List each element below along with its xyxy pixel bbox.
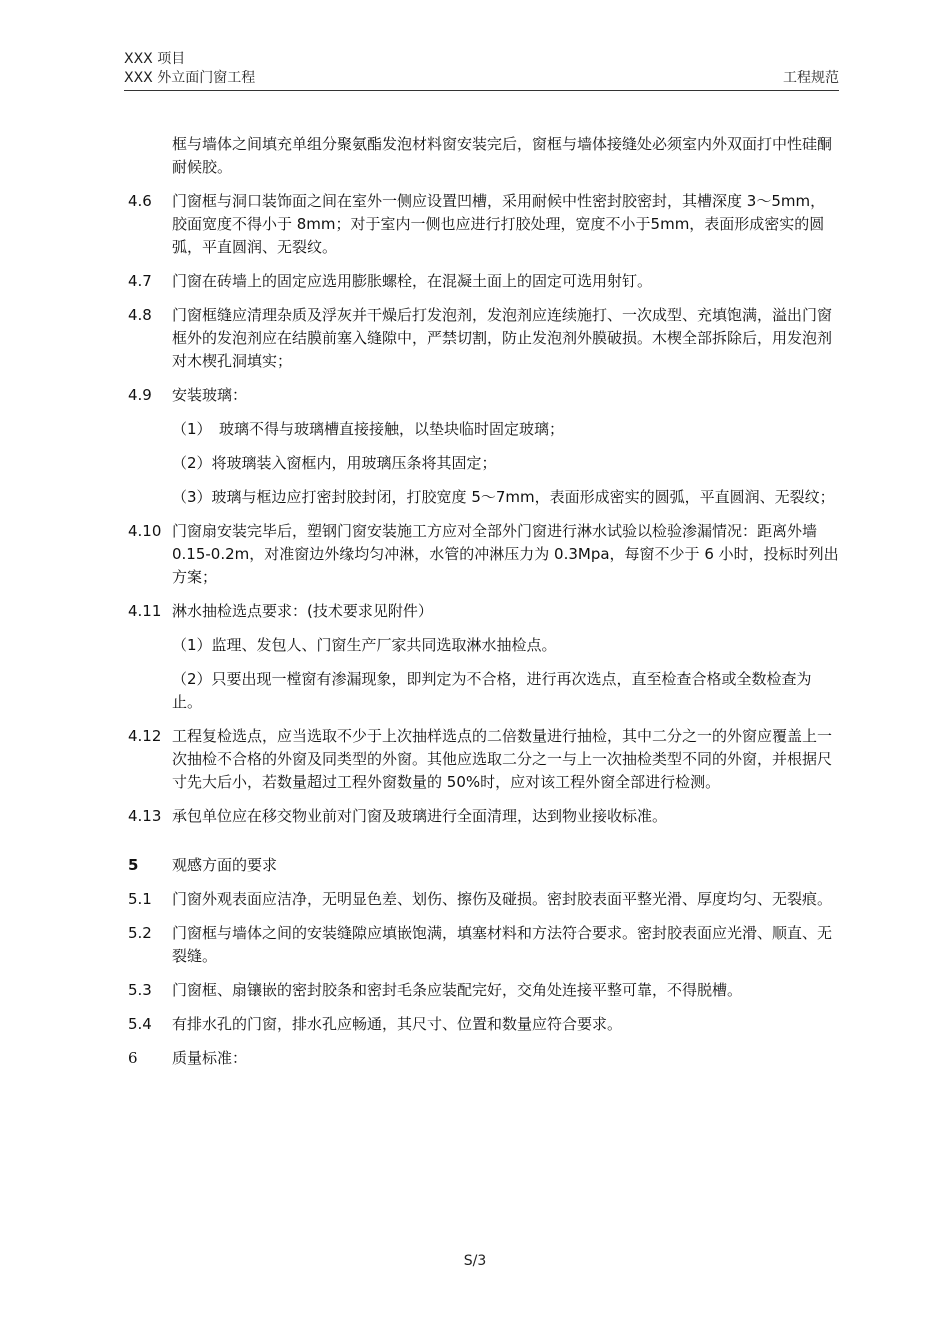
clause-5-2: [128, 922, 840, 968]
list-item: （3）玻璃与框边应打密封胶封闭，打胶宽度 5～7mm，表面形成密实的圆弧，平直圆润、无裂纹；: [172, 488, 835, 506]
clause-number: 4.10: [128, 522, 162, 540]
clause-4-13: [128, 805, 840, 828]
clause-text: 门窗框与墙体之间的安装缝隙应填嵌饱满，填塞材料和方法符合要求。密封胶表面应光滑、顺直、无裂缝。: [172, 924, 833, 965]
document-body: [128, 133, 840, 1081]
header-divider: [124, 90, 839, 91]
clause-text: 淋水抽检选点要求：(技术要求见附件）: [172, 602, 433, 620]
clause-4-11: [128, 600, 840, 623]
clause-5-3: [128, 979, 840, 1002]
header-project: [124, 49, 839, 69]
clause-text: 门窗框、扇镶嵌的密封胶条和密封毛条应装配完好，交角处连接平整可靠，不得脱槽。: [172, 981, 743, 999]
clause-text: 工程复检选点，应当选取不少于上次抽样选点的二倍数量进行抽检，其中二分之一的外窗应覆盖上一次抽检不合格的外窗及同类型的外窗。其他应选取二分之一与上一次抽检类型不同的外窗，并根据尺寸先大后小，若数量超过工程外窗数量的 50%时，应对该工程外窗全部进行检测。: [172, 727, 833, 791]
clause-number: 4.13: [128, 807, 162, 825]
list-item: （2）只要出现一樘窗有渗漏现象，即判定为不合格，进行再次选点，直至检查合格或全数检查为止。: [172, 670, 812, 711]
clause-text: 有排水孔的门窗，排水孔应畅通，其尺寸、位置和数量应符合要求。: [172, 1015, 623, 1033]
section-title: 观感方面的要求: [172, 856, 278, 874]
page-number: S/3: [463, 1253, 487, 1269]
project-subtitle: XXX 外立面门窗工程: [124, 70, 256, 86]
clause-4-12: [128, 725, 840, 794]
clause-text: 门窗扇安装完毕后，塑钢门窗安装施工方应对全部外门窗进行淋水试验以检验渗漏情况：距离外墙 0.15-0.2m，对准窗边外缘均匀冲淋，水管的冲淋压力为 0.3Mpa，每窗不少于 6 小时，投标时列出方案；: [172, 522, 839, 586]
clause-4-8: [128, 304, 840, 373]
clause-5-1: [128, 888, 840, 911]
clause-text: 门窗外观表面应洁净，无明显色差、划伤、擦伤及碰损。密封胶表面平整光滑、厚度均匀、无裂痕。: [172, 890, 833, 908]
section-title: 质量标准：: [172, 1049, 248, 1067]
list-item: （1） 玻璃不得与玻璃槽直接接触，以垫块临时固定玻璃；: [172, 420, 565, 438]
project-name: XXX 项目: [124, 51, 186, 67]
clause-text: 门窗框与洞口装饰面之间在室外一侧应设置凹槽，采用耐候中性密封胶密封，其槽深度 3～5mm，胶面宽度不得小于 8mm；对于室内一侧也应进行打胶处理，宽度不小于5mm，表面形成密实的圆弧，平直圆润、无裂纹。: [172, 192, 826, 256]
clause-number: 4.8: [128, 306, 152, 324]
clause-number: 4.7: [128, 272, 152, 290]
clause-number: 5.3: [128, 981, 152, 999]
clause-text: 安装玻璃：: [172, 386, 248, 404]
continued-paragraph: 框与墙体之间填充单组分聚氨酯发泡材料窗安装完后，窗框与墙体接缝处必须室内外双面打中性硅酮耐候胶。: [172, 135, 833, 176]
clause-number: 4.9: [128, 386, 152, 404]
clause-4-7: [128, 270, 840, 293]
clause-number: 5.2: [128, 924, 152, 942]
clause-number: 5.1: [128, 890, 152, 908]
clause-text: 门窗在砖墙上的固定应选用膨胀螺栓，在混凝土面上的固定可选用射钉。: [172, 272, 653, 290]
section-5-heading: [128, 854, 840, 877]
section-number: 5: [128, 856, 139, 874]
clause-number: 5.4: [128, 1015, 152, 1033]
clause-number: 4.12: [128, 727, 162, 745]
clause-5-4: [128, 1013, 840, 1036]
clause-text: 门窗框缝应清理杂质及浮灰并干燥后打发泡剂，发泡剂应连续施打、一次成型、充填饱满，溢出门窗框外的发泡剂应在结膜前塞入缝隙中，严禁切割，防止发泡剂外膜破损。木楔全部拆除后，用发泡剂对木楔孔洞填实；: [172, 306, 833, 370]
list-item: （2）将玻璃装入窗框内，用玻璃压条将其固定；: [172, 454, 497, 472]
clause-number: 4.6: [128, 192, 152, 210]
document-type: 工程规范: [783, 70, 839, 86]
section-6-heading: [128, 1047, 840, 1070]
header-line-2: [124, 68, 839, 88]
clause-4-10: [128, 520, 840, 589]
clause-4-9: [128, 384, 840, 407]
clause-text: 承包单位应在移交物业前对门窗及玻璃进行全面清理，达到物业接收标准。: [172, 807, 668, 825]
section-number: 6: [128, 1049, 138, 1067]
list-item: （1）监理、发包人、门窗生产厂家共同选取淋水抽检点。: [172, 636, 557, 654]
clause-4-6: [128, 190, 840, 259]
clause-number: 4.11: [128, 602, 162, 620]
